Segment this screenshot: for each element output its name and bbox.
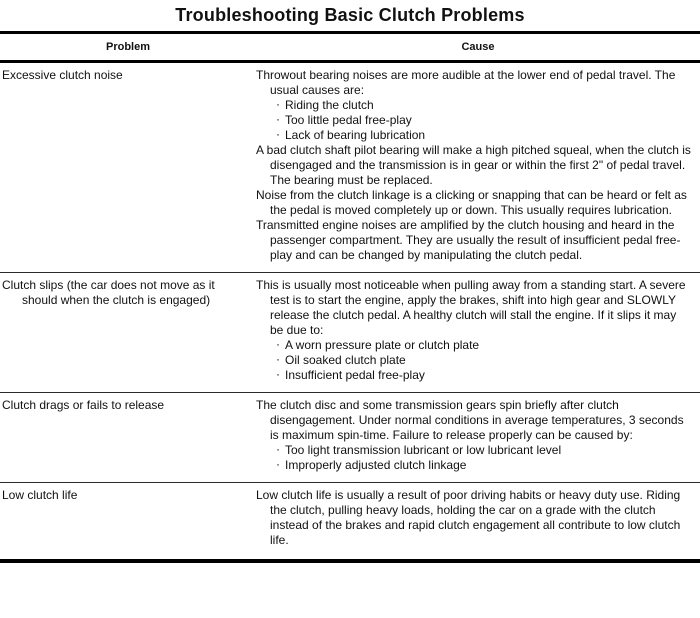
bullet-dot-icon: ·	[276, 442, 280, 456]
cause-bullet-item	[256, 338, 692, 353]
bullet-text: Too light transmission lubricant or low lubricant level	[285, 443, 562, 457]
column-header-cause: Cause	[461, 41, 495, 53]
cause-bullet-item	[256, 368, 692, 383]
cause-cell	[256, 68, 700, 263]
bullet-text: Improperly adjusted clutch linkage	[285, 458, 467, 472]
cause-bullet-item	[256, 98, 692, 113]
bullet-dot-icon: ·	[276, 352, 280, 366]
bullet-text: A worn pressure plate or clutch plate	[285, 338, 480, 352]
bullet-text: Insufficient pedal free-play	[285, 368, 425, 382]
cause-bullet-item	[256, 113, 692, 128]
cause-paragraph: The clutch disc and some transmission gears spin briefly after clutch disengagement. Under normal conditions in average temperatures, 3 seconds is maximum spin-time. Failure to release properly can be caused by:	[256, 398, 684, 442]
problem-cell: Low clutch life	[2, 488, 78, 502]
bullet-text: Riding the clutch	[285, 98, 374, 112]
bullet-dot-icon: ·	[276, 97, 280, 111]
cause-paragraph: This is usually most noticeable when pulling away from a standing start. A severe test is to start the engine, apply the brakes, shift into high gear and SLOWLY release the clutch pedal. A healthy clutch will stall the engine. If it slips it may be due to:	[256, 278, 686, 337]
cause-cell	[256, 398, 700, 473]
bullet-dot-icon: ·	[276, 457, 280, 471]
cause-paragraph: Throwout bearing noises are more audible at the lower end of pedal travel. The usual causes are:	[256, 68, 676, 97]
cause-paragraph: Transmitted engine noises are amplified by the clutch housing and heard in the passenger compartment. They are usually the result of insufficient pedal free-play and can be changed by manipulating the clutch pedal.	[256, 218, 681, 262]
bullet-dot-icon: ·	[276, 337, 280, 351]
bullet-dot-icon: ·	[276, 127, 280, 141]
bullet-text: Lack of bearing lubrication	[285, 128, 426, 142]
cause-cell	[256, 278, 700, 383]
cause-bullet-item	[256, 443, 692, 458]
table-row	[0, 63, 700, 272]
bullet-dot-icon: ·	[276, 112, 280, 126]
bullet-text: Too little pedal free-play	[285, 113, 412, 127]
table-row	[0, 272, 700, 392]
table-header-row	[0, 34, 700, 60]
table-row	[0, 482, 700, 557]
page-title: Troubleshooting Basic Clutch Problems	[175, 5, 525, 25]
bullet-text: Oil soaked clutch plate	[285, 353, 406, 367]
table-row	[0, 392, 700, 482]
cause-paragraph: Low clutch life is usually a result of poor driving habits or heavy duty use. Riding the clutch, pulling heavy loads, holding the car on a grade with the clutch instead of the brakes and rapid clutch engagement all contribute to low clutch life.	[256, 488, 681, 547]
bullet-dot-icon: ·	[276, 367, 280, 381]
table-body	[0, 63, 700, 557]
cause-bullet-item	[256, 128, 692, 143]
cause-bullet-item	[256, 353, 692, 368]
cause-cell	[256, 488, 700, 548]
cause-paragraph: A bad clutch shaft pilot bearing will make a high pitched squeal, when the clutch is disengaged and the transmission is in gear or within the first 2" of pedal travel. The bearing must be replaced.	[256, 143, 691, 187]
problem-cell: Clutch slips (the car does not move as it should when the clutch is engaged)	[2, 278, 215, 307]
problem-cell: Clutch drags or fails to release	[2, 398, 165, 412]
table-bottom-rule	[0, 559, 700, 563]
column-header-problem: Problem	[105, 41, 150, 53]
cause-bullet-item	[256, 458, 692, 473]
problem-cell: Excessive clutch noise	[2, 68, 123, 82]
cause-paragraph: Noise from the clutch linkage is a clicking or snapping that can be heard or felt as the pedal is moved completely up or down. This usually requires lubrication.	[256, 188, 687, 217]
